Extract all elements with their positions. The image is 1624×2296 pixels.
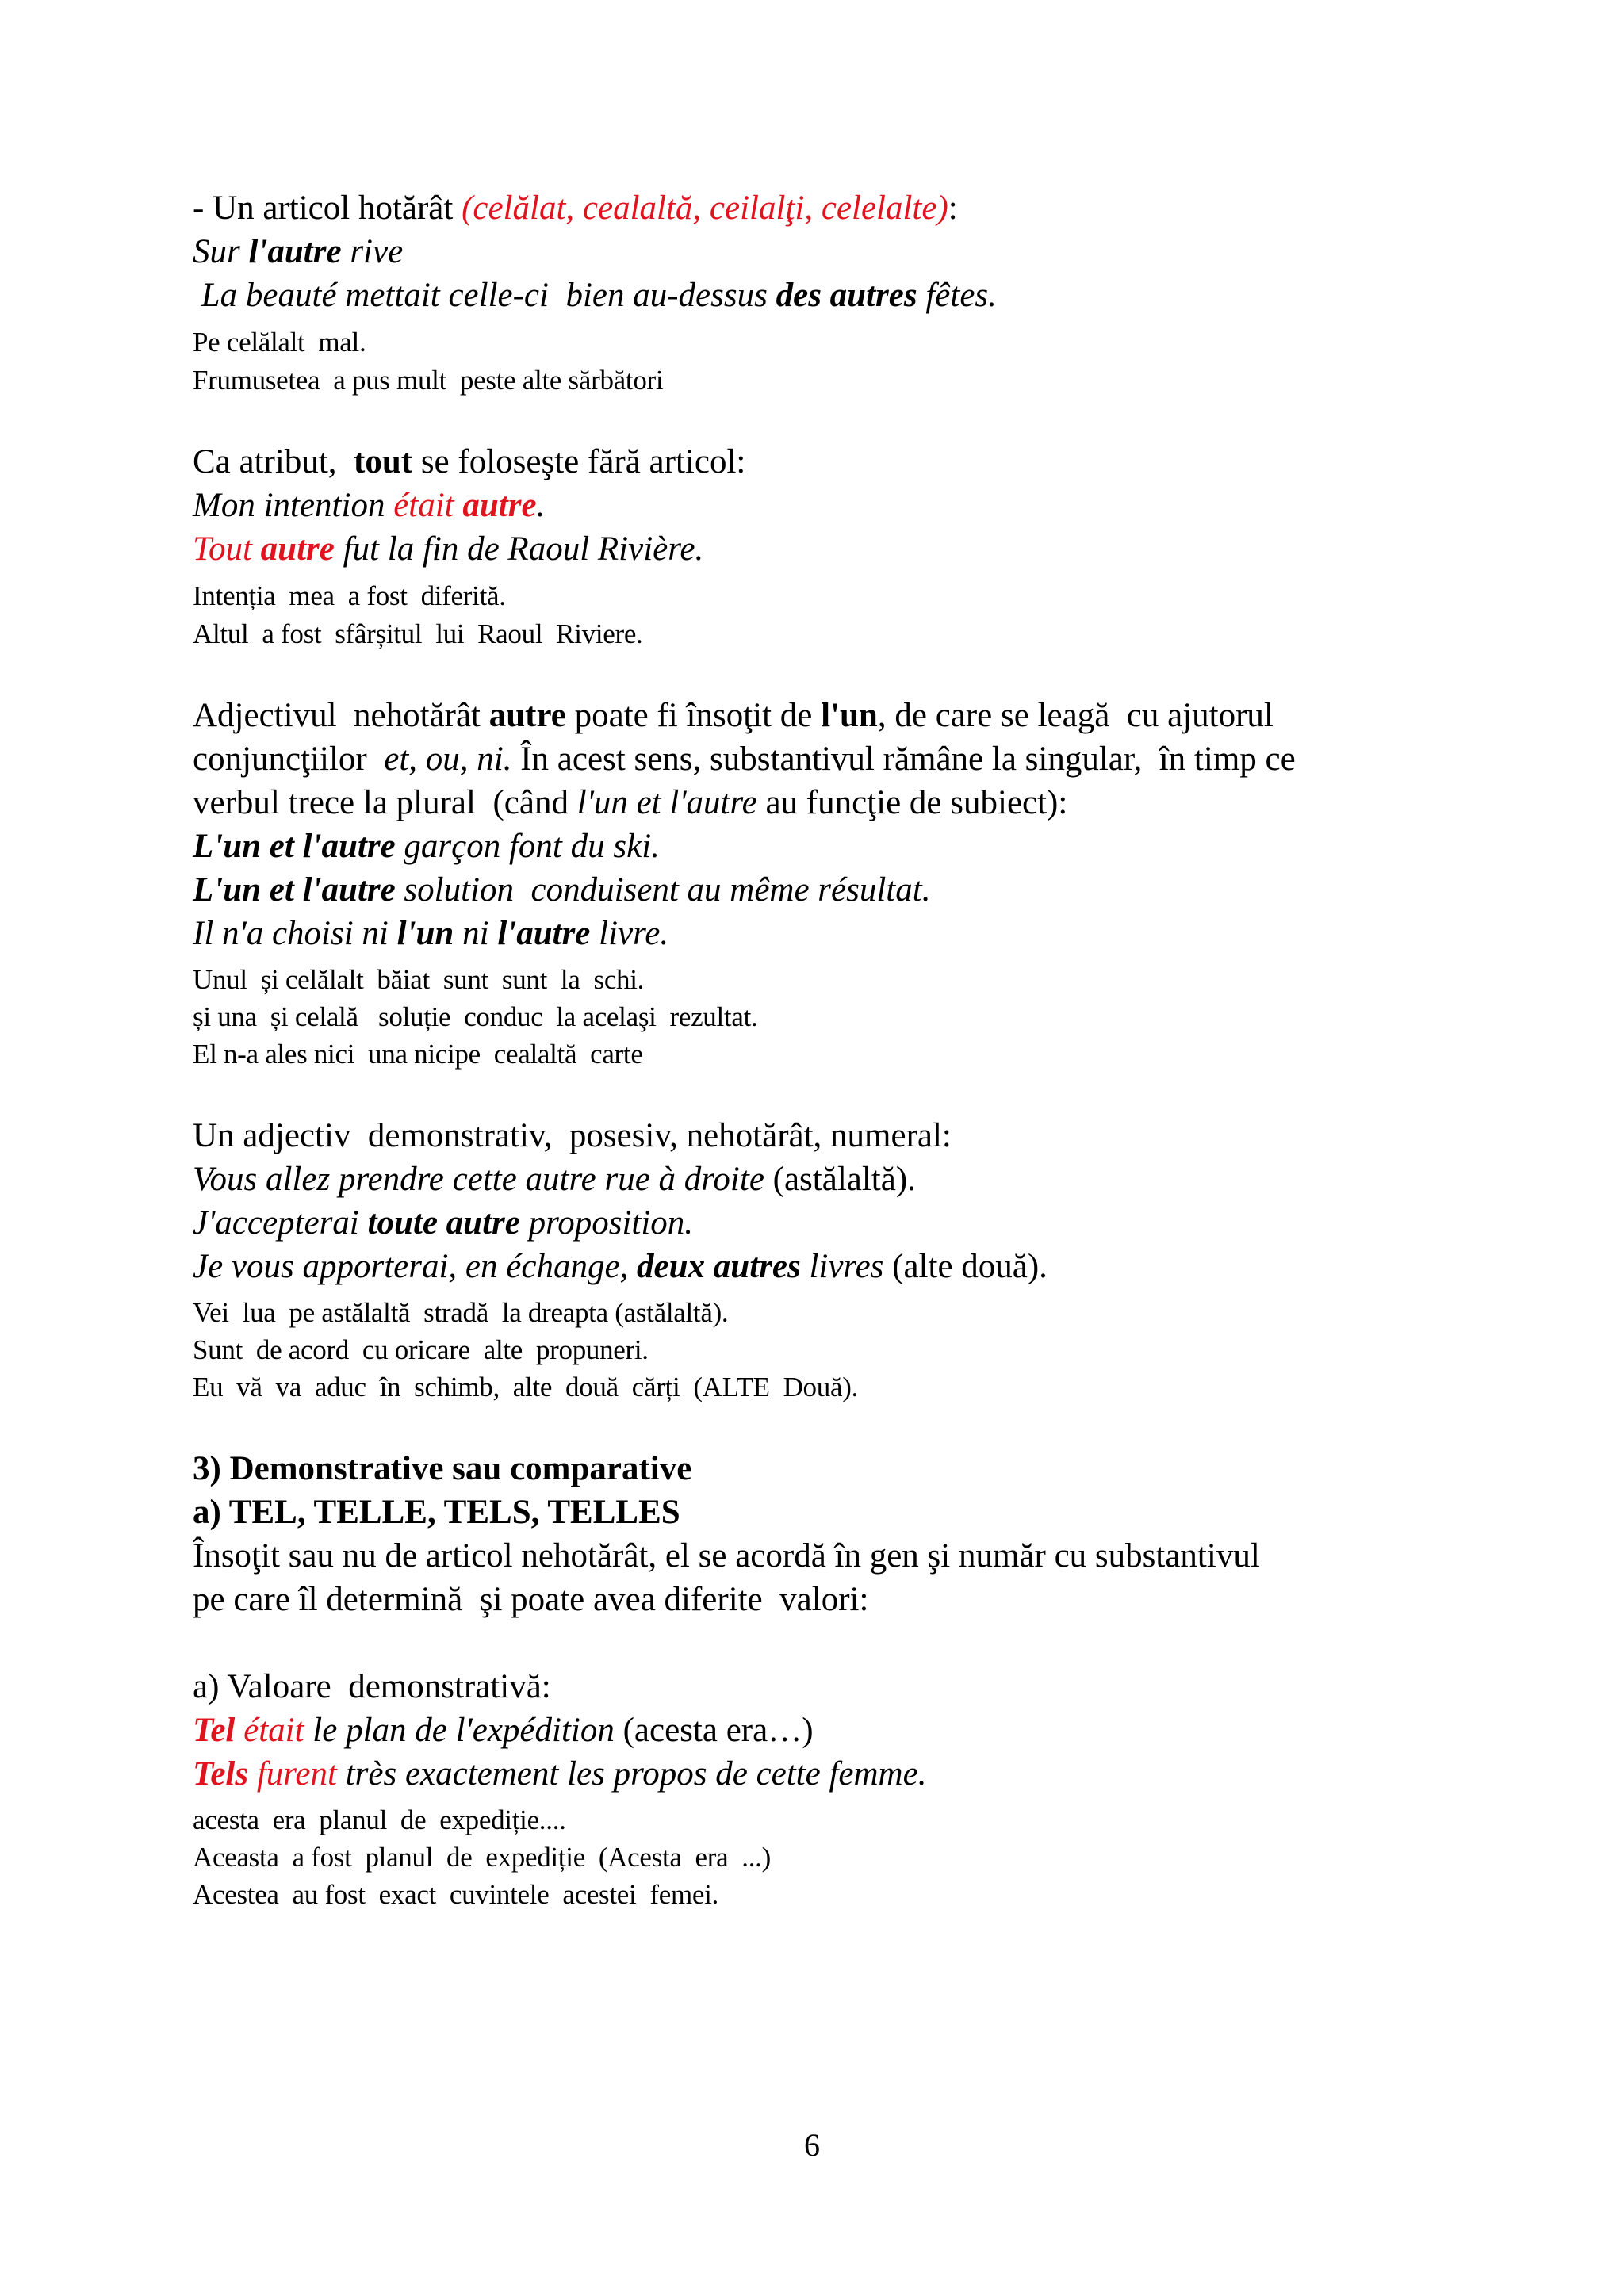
text-line: [193, 1160, 916, 1199]
text-run: verbul trece la plural (când: [193, 784, 577, 821]
text-run: toute autre: [367, 1204, 520, 1242]
text-run: rive: [341, 233, 404, 270]
text-line: [193, 1842, 771, 1873]
text-line: [193, 871, 930, 909]
text-run: Tout: [193, 530, 261, 568]
text-run: Ca atribut,: [193, 443, 354, 480]
text-line: [193, 1449, 691, 1488]
text-run: Un adjectiv demonstrativ, posesiv, nehotărât, numeral:: [193, 1117, 952, 1154]
text-run: , de care se leagă cu ajutorul: [877, 697, 1274, 734]
text-run: Vei lua pe astălaltă stradă la dreapta (astălaltă).: [193, 1297, 729, 1328]
text-line: [193, 365, 663, 396]
text-run: autre: [488, 697, 566, 734]
text-line: [193, 696, 1274, 735]
text-run: a) TEL, TELLE, TELS, TELLES: [193, 1494, 680, 1531]
text-line: [193, 486, 545, 525]
text-run: était: [235, 1712, 304, 1749]
text-run: El n-a ales nici una nicipe cealaltă carte: [193, 1039, 643, 1070]
text-run: Eu vă va aduc în schimb, alte două cărți (ALTE Două).: [193, 1372, 858, 1402]
text-run: Intenția mea a fost diferită.: [193, 580, 506, 611]
text-run: Adjectivul nehotărât: [193, 697, 489, 734]
text-run: l'un: [821, 697, 878, 734]
text-run: Mon intention: [193, 487, 394, 524]
text-line: [193, 1297, 728, 1329]
text-run: În acest sens, substantivul rămâne la singular, în timp ce: [511, 740, 1296, 778]
text-run: Însoţit sau nu de articol nehotărât, el se acordă în gen şi număr cu substantivul: [193, 1537, 1260, 1575]
text-line: [193, 1879, 718, 1911]
text-run: (alte două).: [883, 1248, 1048, 1285]
text-line: [193, 827, 660, 866]
text-line: [193, 1116, 952, 1155]
text-run: proposition.: [519, 1204, 694, 1242]
text-run: Acestea au fost exact cuvintele acestei femei.: [193, 1879, 718, 1910]
text-line: [193, 1804, 566, 1836]
text-line: [193, 327, 366, 358]
text-run: livre.: [590, 915, 669, 952]
text-line: [193, 1493, 680, 1532]
text-run: acesta era planul de expediție....: [193, 1804, 566, 1835]
text-run: l'un et l'autre: [576, 784, 757, 821]
text-run: L'un et l'autre: [193, 828, 396, 865]
text-run: furent: [248, 1755, 337, 1793]
text-line: [193, 1247, 1048, 1286]
text-run: livres: [800, 1248, 884, 1285]
text-line: [193, 1536, 1260, 1575]
text-line: [193, 1001, 757, 1033]
text-line: [193, 1203, 693, 1242]
text-line: [193, 232, 403, 271]
text-line: [193, 1372, 858, 1403]
text-line: [193, 783, 1067, 822]
text-run: très exactement les propos de cette femme.: [336, 1755, 927, 1793]
text-run: Tels: [193, 1755, 249, 1793]
text-run: au funcţie de subiect):: [756, 784, 1068, 821]
text-run: pe care îl determină şi poate avea diferite valori:: [193, 1581, 869, 1618]
text-run: des autres: [776, 277, 917, 314]
text-run: et, ou, ni.: [384, 740, 512, 778]
text-run: .: [536, 487, 546, 524]
text-run: (astălaltă).: [764, 1161, 916, 1198]
text-line: [193, 914, 668, 953]
text-run: l'autre: [248, 233, 342, 270]
text-run: Il n'a choisi ni: [193, 915, 397, 952]
text-line: [193, 1580, 868, 1619]
text-line: [193, 530, 703, 568]
text-line: [193, 964, 644, 996]
text-run: 3) Demonstrative sau comparative: [193, 1450, 692, 1487]
text-line: [193, 1039, 643, 1070]
text-run: Aceasta a fost planul de expediție (Acesta era ...): [193, 1842, 771, 1873]
text-run: Tel: [193, 1712, 236, 1749]
text-run: Unul și celălalt băiat sunt sunt la schi.: [193, 964, 645, 995]
text-run: Sunt de acord cu oricare alte propuneri.: [193, 1334, 649, 1365]
text-line: [193, 1334, 649, 1366]
text-run: Altul a fost sfârșitul lui Raoul Riviere.: [193, 618, 643, 649]
text-run: - Un articol hotărât: [193, 189, 462, 227]
text-run: :: [948, 189, 958, 227]
text-line: [193, 580, 506, 612]
text-run: deux autres: [637, 1248, 801, 1285]
text-run: tout: [354, 443, 413, 480]
text-run: La beauté mettait celle-ci bien au-dessus: [193, 277, 776, 314]
text-run: Frumusetea a pus mult peste alte sărbători: [193, 365, 664, 396]
text-line: [193, 740, 1296, 779]
text-run: se foloseşte fără articol:: [412, 443, 746, 480]
text-line: [193, 276, 997, 315]
text-run: poate fi însoţit de: [565, 697, 822, 734]
text-run: și una și celală soluție conduc la acelaşi rezultat.: [193, 1001, 758, 1032]
text-run: était: [393, 487, 463, 524]
text-run: garçon font du ski.: [395, 828, 660, 865]
text-run: Je vous apporterai, en échange,: [193, 1248, 638, 1285]
text-run: l'un: [396, 915, 454, 952]
text-line: [193, 1711, 814, 1750]
text-run: J'accepterai: [193, 1204, 368, 1242]
text-run: a) Valoare demonstrativă:: [193, 1668, 551, 1705]
text-run: Vous allez prendre cette autre rue à droite: [193, 1161, 764, 1198]
text-run: L'un et l'autre: [193, 871, 396, 909]
text-run: le plan de l'expédition: [304, 1712, 615, 1749]
text-run: autre: [260, 530, 335, 568]
text-run: ni: [454, 915, 498, 952]
page-number: 6: [804, 2127, 820, 2163]
text-run: (celălat, cealaltă, ceilalţi, celelalte): [462, 189, 948, 227]
text-run: fut la fin de Raoul Rivière.: [334, 530, 704, 568]
text-run: autre: [462, 487, 537, 524]
text-line: [193, 442, 745, 481]
text-line: [193, 1667, 551, 1706]
text-run: (acesta era…): [614, 1712, 814, 1749]
text-run: fêtes.: [917, 277, 997, 314]
text-run: Pe celălalt mal.: [193, 327, 366, 358]
text-run: conjuncţiilor: [193, 740, 385, 778]
text-line: [193, 618, 643, 650]
text-run: solution conduisent au même résultat.: [395, 871, 931, 909]
text-run: l'autre: [497, 915, 591, 952]
text-line: [193, 1755, 926, 1793]
text-run: Sur: [193, 233, 249, 270]
text-line: [193, 189, 958, 228]
